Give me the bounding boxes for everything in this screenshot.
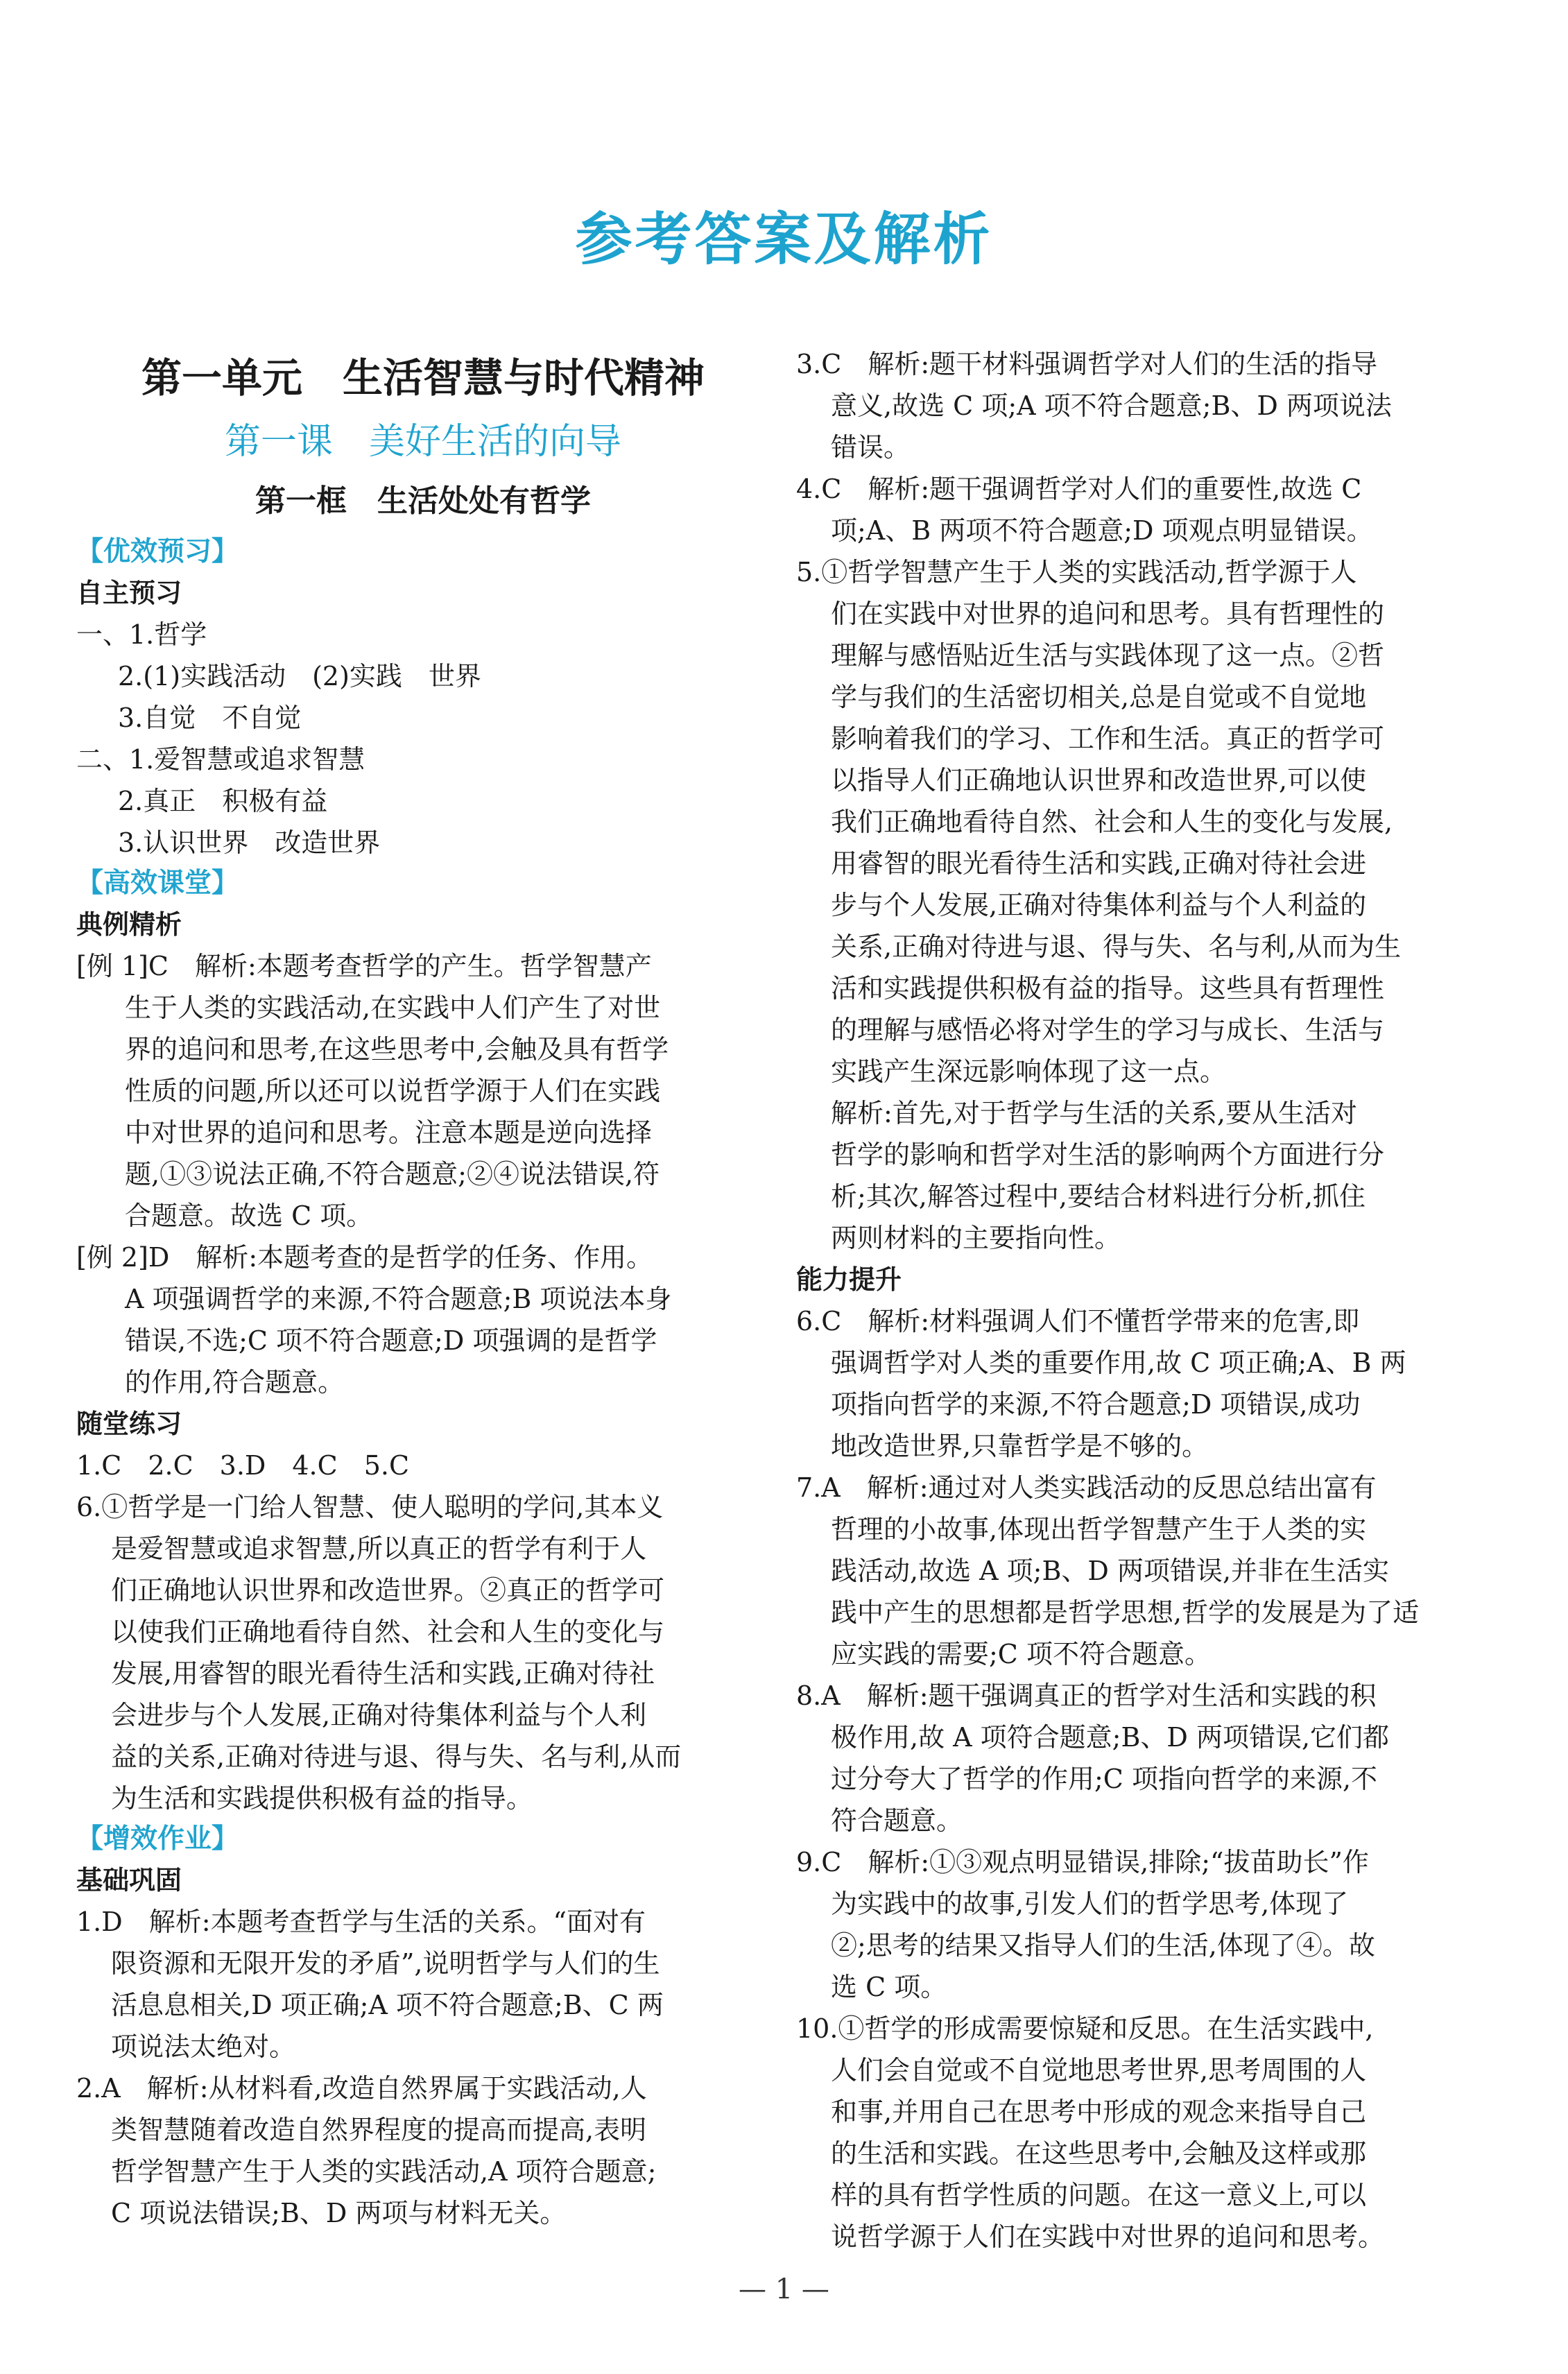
sub-practice: 随堂练习 [76,1409,182,1439]
ability-line: 践中产生的思想都是哲学思想,哲学的发展是为了适 [831,1597,1420,1628]
unit-heading: 第一单元 生活智慧与时代精神 [141,354,705,402]
ability-line: 践活动,故选 A 项;B、D 两项错误,并非在生活实 [831,1556,1390,1586]
preview-line: 二、1.爱智慧或追求智慧 [76,744,365,775]
basic-line: 哲学智慧产生于人类的实践活动,A 项符合题意; [111,2156,657,2187]
ability-line: 10.①哲学的形成需要惊疑和反思。在生活实践中, [796,2013,1374,2044]
preview-line: 3.自觉 不自觉 [118,703,302,733]
ability-line: 说哲学源于人们在实践中对世界的追问和思考。 [831,2221,1385,2252]
section-preview: 【优效预习】 [76,536,239,567]
sub-ability: 能力提升 [796,1264,902,1295]
preview-line: 2.(1)实践活动 (2)实践 世界 [118,661,481,691]
answer-line: 3.C 解析:题干材料强调哲学对人们的生活的指导 [796,349,1378,379]
answer-line: 析;其次,解答过程中,要结合材料进行分析,抓住 [831,1181,1366,1212]
practice-line: 是爱智慧或追求智慧,所以真正的哲学有利于人 [111,1533,647,1564]
ability-line: 应实践的需要;C 项不符合题意。 [831,1639,1211,1669]
answer-line: 两则材料的主要指向性。 [831,1223,1121,1253]
answer-line: 以指导人们正确地认识世界和改造世界,可以使 [831,765,1367,795]
answer-line: 理解与感悟贴近生活与实践体现了这一点。②哲 [831,640,1385,671]
section-homework: 【增效作业】 [76,1823,239,1855]
practice-line: 以使我们正确地看待自然、社会和人生的变化与 [111,1617,665,1647]
preview-line: 3.认识世界 改造世界 [118,827,381,858]
example-line: 的作用,符合题意。 [125,1367,345,1397]
answer-line: 影响着我们的学习、工作和生活。真正的哲学可 [831,723,1385,754]
ability-line: 地改造世界,只靠哲学是不够的。 [831,1431,1209,1461]
practice-line: 们正确地认识世界和改造世界。②真正的哲学可 [111,1575,665,1606]
sub-examples: 典例精析 [76,909,182,940]
preview-line: 2.真正 积极有益 [118,786,328,816]
ability-line: 和事,并用自己在思考中形成的观念来指导自己 [831,2097,1367,2127]
page-number: — 1 — [739,2273,829,2305]
example-line: A 项强调哲学的来源,不符合题意;B 项说法本身 [125,1284,672,1314]
example-line: 题,①③说法正确,不符合题意;②④说法错误,符 [125,1159,660,1189]
practice-line: 会进步与个人发展,正确对待集体利益与个人利 [111,1700,647,1730]
basic-line: 类智慧随着改造自然界程度的提高而提高,表明 [111,2115,647,2145]
ability-line: 8.A 解析:题干强调真正的哲学对生活和实践的积 [796,1680,1377,1711]
practice-line: 发展,用睿智的眼光看待生活和实践,正确对待社 [111,1658,655,1689]
example-line: [例 2]D 解析:本题考查的是哲学的任务、作用。 [76,1242,653,1273]
example-line: 界的追问和思考,在这些思考中,会触及具有哲学 [125,1034,669,1065]
right-column [796,343,1519,2257]
lesson-heading: 第一课 美好生活的向导 [224,421,621,463]
answer-line: 错误。 [831,432,911,463]
ability-line: 9.C 解析:①③观点明显错误,排除;“拔苗助长”作 [796,1847,1369,1877]
ability-line: 样的具有哲学性质的问题。在这一意义上,可以 [831,2180,1367,2210]
answer-line: 4.C 解析:题干强调哲学对人们的重要性,故选 C [796,474,1362,504]
basic-line: 2.A 解析:从材料看,改造自然界属于实践活动,人 [76,2073,647,2104]
example-line: 生于人类的实践活动,在实践中人们产生了对世 [125,992,661,1023]
answer-line: 哲学的影响和哲学对生活的影响两个方面进行分 [831,1139,1385,1170]
ability-line: 选 C 项。 [831,1972,947,2002]
ability-line: 6.C 解析:材料强调人们不懂哲学带来的危害,即 [796,1306,1360,1336]
answer-line: 的理解与感悟必将对学生的学习与成长、生活与 [831,1015,1385,1045]
answer-line: 意义,故选 C 项;A 项不符合题意;B、D 两项说法 [831,390,1392,421]
ability-line: 过分夸大了哲学的作用;C 项指向哲学的来源,不 [831,1764,1378,1794]
ability-line: 强调哲学对人类的重要作用,故 C 项正确;A、B 两 [831,1348,1406,1378]
answer-line: 项;A、B 两项不符合题意;D 项观点明显错误。 [831,515,1373,546]
answer-line: 活和实践提供积极有益的指导。这些具有哲理性 [831,973,1385,1004]
basic-line: 项说法太绝对。 [111,2031,296,2062]
ability-line: ②;思考的结果又指导人们的生活,体现了④。故 [831,1930,1375,1961]
ability-line: 哲理的小故事,体现出哲学智慧产生于人类的实 [831,1514,1367,1545]
left-column [76,343,770,2234]
answer-line: 步与个人发展,正确对待集体利益与个人利益的 [831,890,1367,920]
ability-line: 项指向哲学的来源,不符合题意;D 项错误,成功 [831,1389,1361,1420]
answer-line: 关系,正确对待进与退、得与失、名与利,从而为生 [831,931,1402,962]
basic-line: C 项说法错误;B、D 两项与材料无关。 [111,2198,567,2228]
example-line: [例 1]C 解析:本题考查哲学的产生。哲学智慧产 [76,951,652,981]
ability-line: 的生活和实践。在这些思考中,会触及这样或那 [831,2138,1367,2169]
ability-line: 为实践中的故事,引发人们的哲学思考,体现了 [831,1889,1349,1919]
example-line: 中对世界的追问和思考。注意本题是逆向选择 [125,1117,653,1148]
ability-line: 符合题意。 [831,1805,963,1836]
answer-line: 实践产生深远影响体现了这一点。 [831,1056,1227,1087]
answer-line: 用睿智的眼光看待生活和实践,正确对待社会进 [831,848,1367,879]
example-line: 性质的问题,所以还可以说哲学源于人们在实践 [125,1076,661,1106]
section-classroom: 【高效课堂】 [76,868,239,899]
practice-line: 益的关系,正确对待进与退、得与失、名与利,从而 [111,1741,682,1772]
answer-line: 学与我们的生活密切相关,总是自觉或不自觉地 [831,682,1367,712]
practice-line: 6.①哲学是一门给人智慧、使人聪明的学问,其本义 [76,1492,664,1522]
basic-line: 活息息相关,D 项正确;A 项不符合题意;B、C 两 [111,1990,664,2020]
practice-line: 为生活和实践提供积极有益的指导。 [111,1783,533,1814]
sub-basic: 基础巩固 [76,1865,182,1895]
practice-line: 1.C 2.C 3.D 4.C 5.C [76,1450,410,1481]
example-line: 错误,不选;C 项不符合题意;D 项强调的是哲学 [125,1325,657,1356]
answer-line: 们在实践中对世界的追问和思考。具有哲理性的 [831,599,1385,629]
ability-line: 人们会自觉或不自觉地思考世界,思考周围的人 [831,2055,1367,2085]
basic-line: 限资源和无限开发的矛盾”,说明哲学与人们的生 [111,1948,660,1979]
sub-self-preview: 自主预习 [76,578,182,608]
frame-heading: 第一框 生活处处有哲学 [255,483,591,519]
ability-line: 7.A 解析:通过对人类实践活动的反思总结出富有 [796,1472,1377,1503]
answer-line: 5.①哲学智慧产生于人类的实践活动,哲学源于人 [796,557,1357,587]
page-title: 参考答案及解析 [575,206,993,273]
preview-line: 一、1.哲学 [76,619,207,650]
ability-line: 极作用,故 A 项符合题意;B、D 两项错误,它们都 [831,1722,1390,1753]
example-line: 合题意。故选 C 项。 [125,1201,373,1231]
basic-line: 1.D 解析:本题考查哲学与生活的关系。“面对有 [76,1907,646,1937]
answer-line: 解析:首先,对于哲学与生活的关系,要从生活对 [831,1098,1357,1128]
answer-line: 我们正确地看待自然、社会和人生的变化与发展, [831,807,1393,837]
